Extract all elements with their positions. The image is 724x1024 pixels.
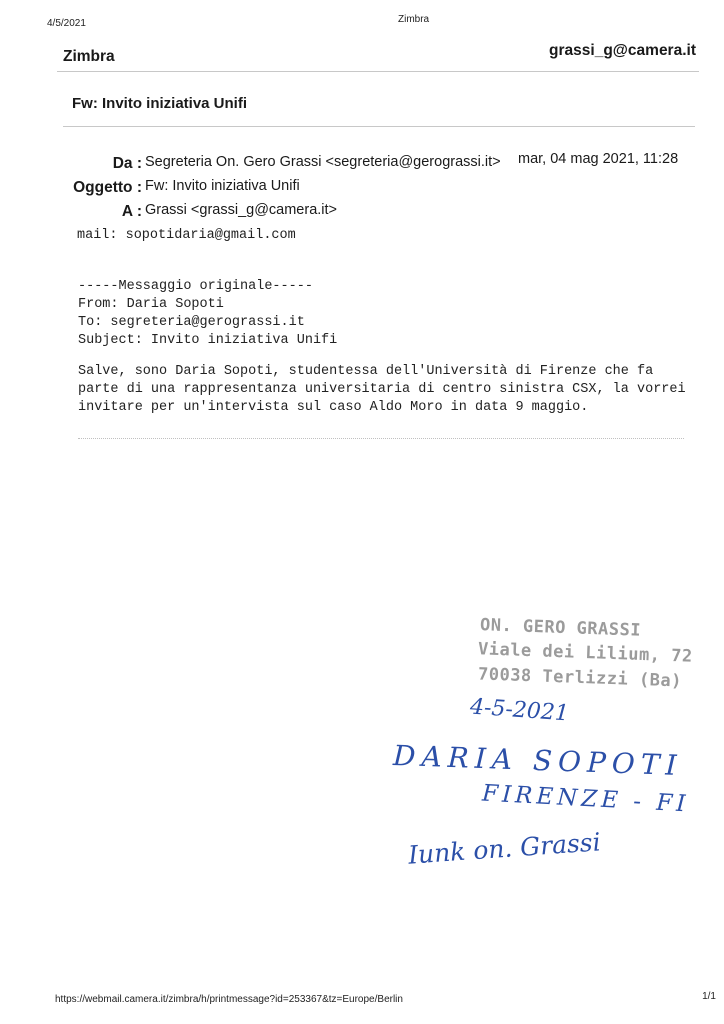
- body-mail-line: mail: sopotidaria@gmail.com: [77, 228, 296, 243]
- footer-url: https://webmail.camera.it/zimbra/h/printmessage?id=253367&tz=Europe/Berlin: [55, 994, 403, 1005]
- original-subject: Subject: Invito iniziativa Unifi: [78, 333, 338, 348]
- body-line-3: invitare per un'intervista sul caso Aldo Moro in data 9 maggio.: [78, 400, 589, 415]
- original-from: From: Daria Sopoti: [78, 297, 224, 312]
- from-value: Segreteria On. Gero Grassi <segreteria@gerograssi.it>: [145, 154, 501, 170]
- title-divider: [63, 126, 695, 127]
- subject-label: Oggetto :: [73, 179, 142, 196]
- stamp-line-1: ON. GERO GRASSI: [479, 615, 642, 641]
- handwritten-name: DARIA SOPOTI: [392, 738, 684, 783]
- to-value: Grassi <grassi_g@camera.it>: [145, 202, 338, 218]
- message-title: Fw: Invito iniziativa Unifi: [72, 95, 248, 112]
- handwritten-note: Iunk on. Grassi: [407, 827, 602, 870]
- handwritten-city: FIRENZE - FI: [481, 780, 691, 818]
- app-name: Zimbra: [63, 48, 115, 65]
- body-end-divider: [78, 438, 684, 439]
- original-separator: -----Messaggio originale-----: [78, 279, 313, 294]
- from-label: Da :: [112, 155, 142, 172]
- header-divider: [57, 71, 699, 72]
- page-number: 1/1: [702, 991, 716, 1002]
- original-to: To: segreteria@gerograssi.it: [78, 315, 305, 330]
- stamp-line-2: Viale dei Lilium, 72: [477, 639, 693, 667]
- handwritten-date: 4-5-2021: [469, 694, 570, 727]
- message-date: mar, 04 mag 2021, 11:28: [518, 151, 679, 167]
- body-line-2: parte di una rappresentanza universitaria di centro sinistra CSX, la vorrei: [78, 382, 686, 397]
- stamp-line-3: 70038 Terlizzi (Ba): [477, 664, 683, 692]
- account-email: grassi_g@camera.it: [549, 42, 696, 59]
- print-app-title: Zimbra: [398, 14, 430, 25]
- subject-value: Fw: Invito iniziativa Unifi: [145, 178, 300, 194]
- print-date: 4/5/2021: [47, 18, 86, 29]
- to-label: A :: [121, 203, 142, 220]
- body-line-1: Salve, sono Daria Sopoti, studentessa dell'Università di Firenze che fa: [78, 364, 654, 379]
